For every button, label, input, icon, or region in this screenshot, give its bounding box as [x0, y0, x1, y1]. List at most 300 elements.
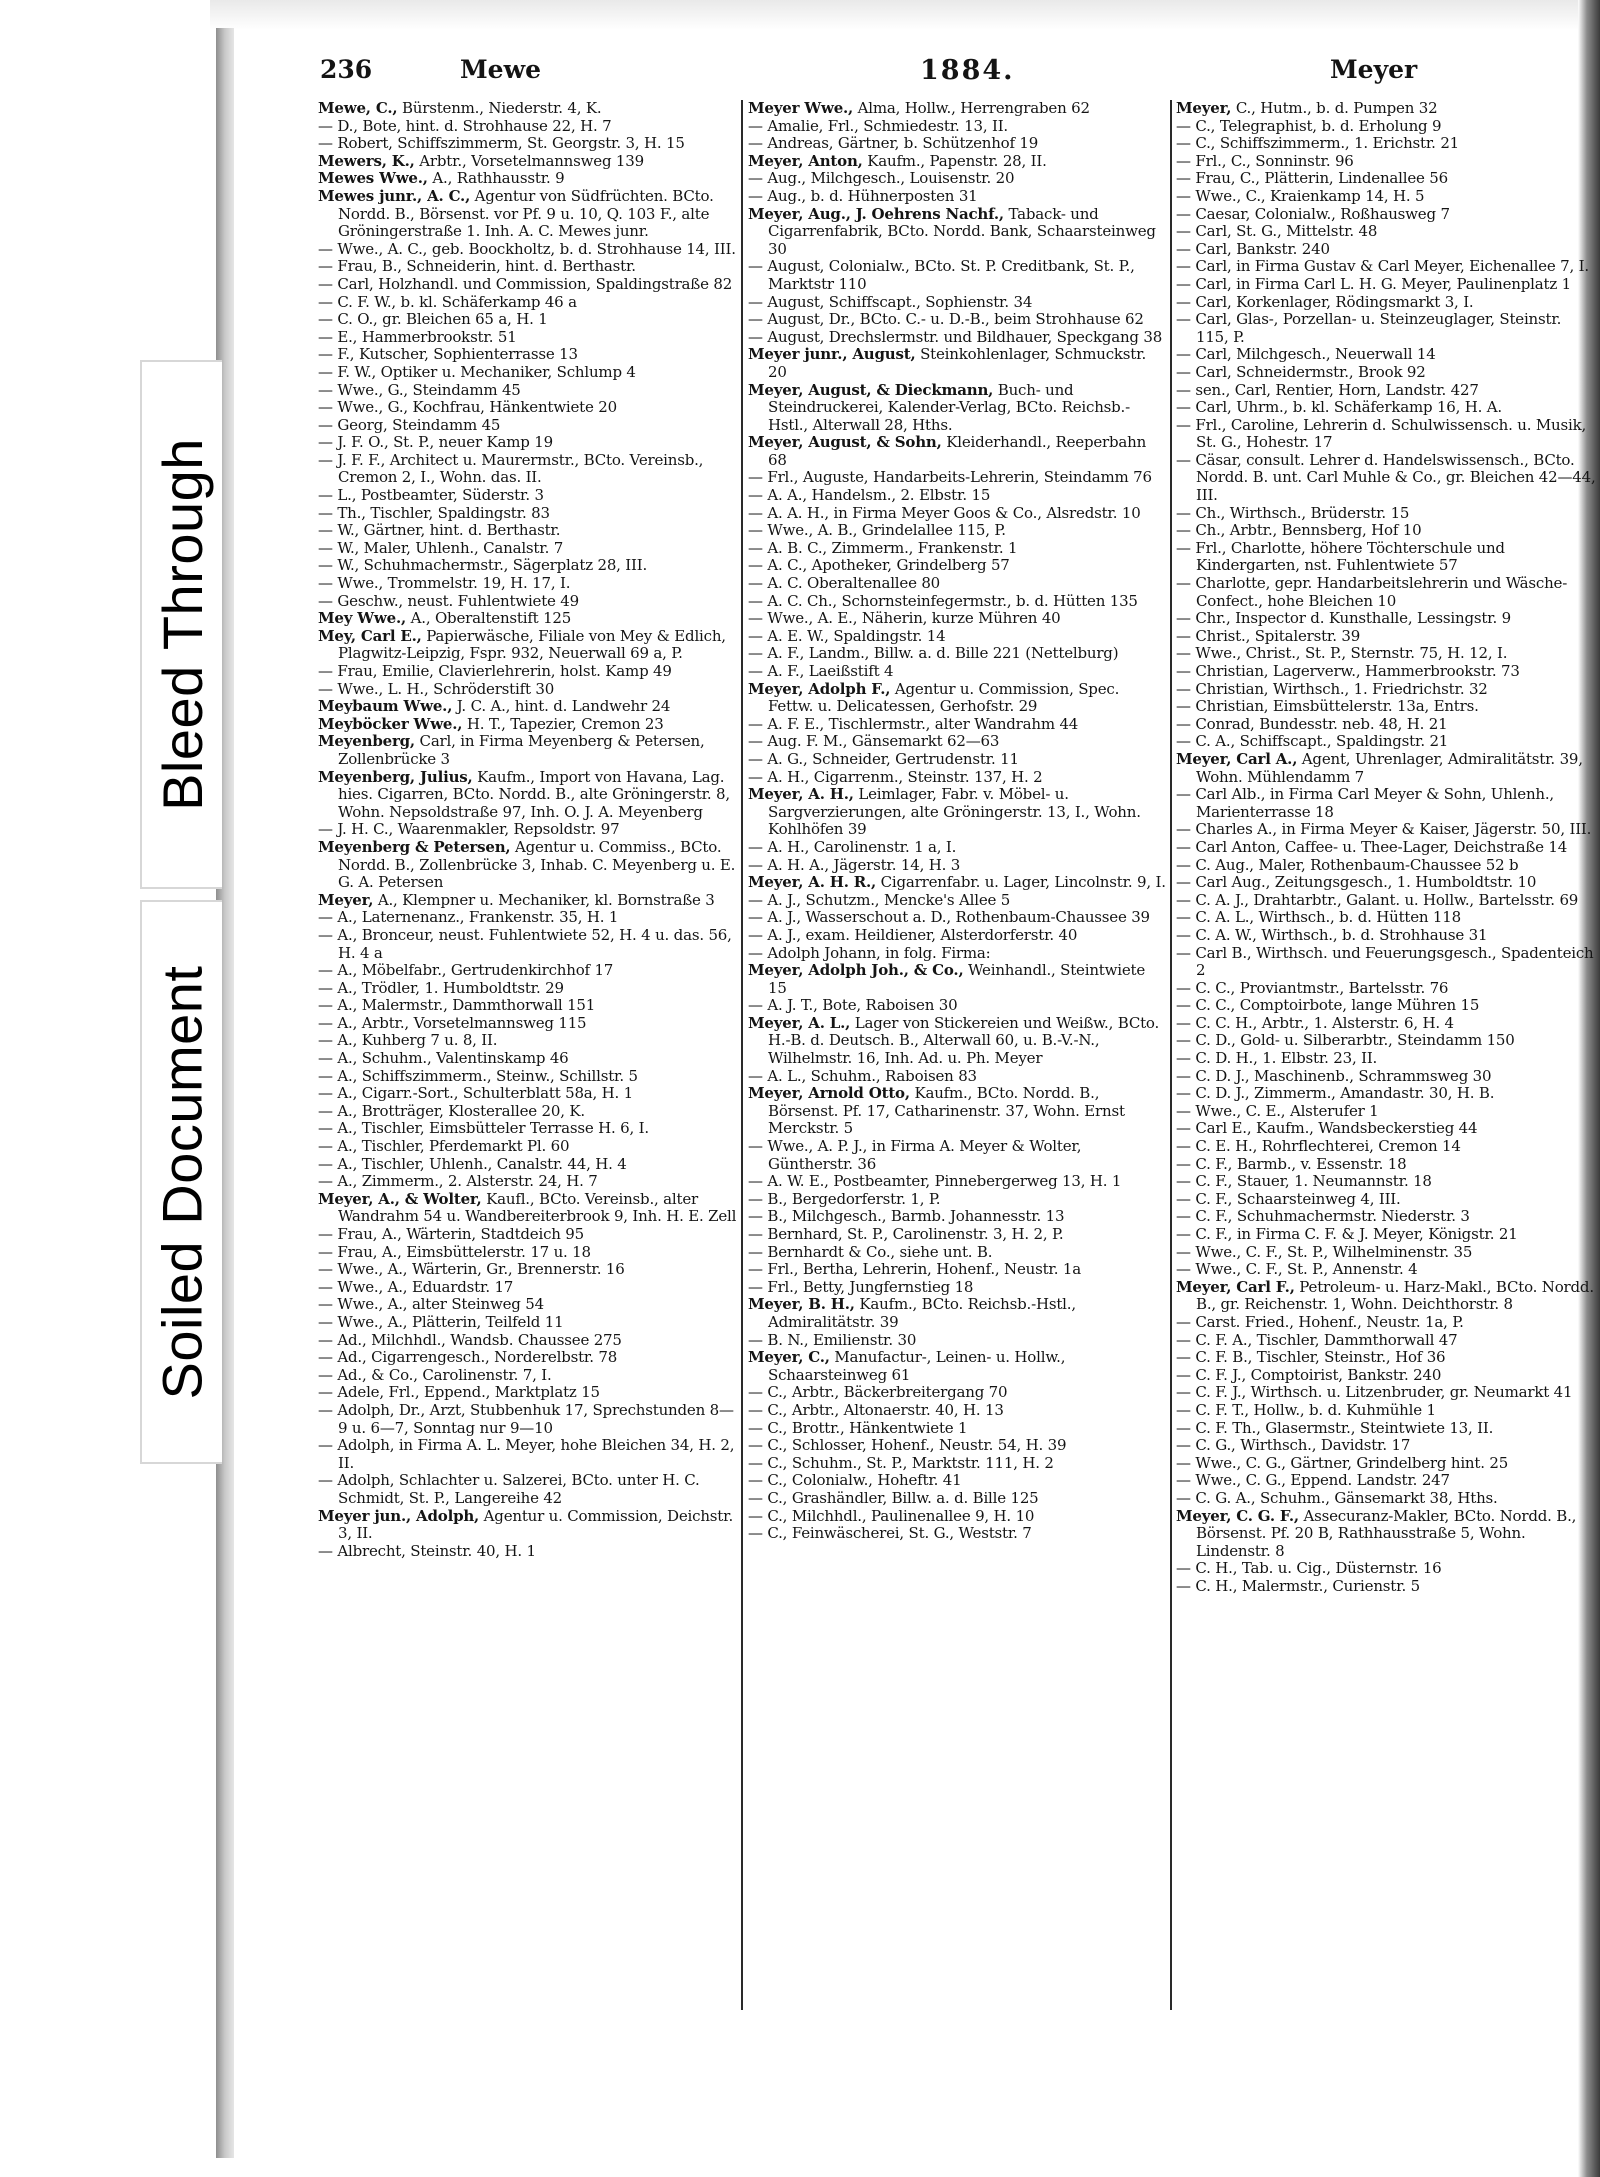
directory-entry	[1176, 223, 1596, 241]
directory-entry	[1176, 927, 1596, 945]
entry-text: Buch- und Steindruckerei, Kalender-Verlag, BCto. Reichsb.-Hstl., Alterwall 28, Hths.	[768, 380, 1130, 434]
entry-text: — F., Kutscher, Sophienterrasse 13	[318, 345, 578, 364]
entry-text: — Wwe., G., Steindamm 45	[318, 380, 521, 399]
entry-text: — A. F., Landm., Billw. a. d. Bille 221 (Nettelburg)	[748, 644, 1119, 663]
directory-entry	[1176, 188, 1596, 206]
directory-entry	[318, 170, 738, 188]
directory-entry	[748, 294, 1168, 312]
entry-text: — A., Malermstr., Dammthorwall 151	[318, 996, 596, 1015]
entry-text: — Carl, Milchgesch., Neuerwall 14	[1176, 345, 1436, 364]
soiled-document-text: Soiled Document	[150, 965, 214, 1399]
entry-text: — C. G., Wirthsch., Davidstr. 17	[1176, 1436, 1411, 1455]
entry-text: — Wwe., Christ., St. P., Sternstr. 75, H. 12, I.	[1176, 644, 1508, 663]
entry-text: — J. F. O., St. P., neuer Kamp 19	[318, 433, 553, 452]
directory-entry	[748, 751, 1168, 769]
soiled-document-label	[140, 900, 222, 1464]
entry-text: — C., Telegraphist, b. d. Erholung 9	[1176, 116, 1442, 135]
directory-entry	[1176, 1120, 1596, 1138]
entry-text: — Wwe., A. P. J., in Firma A. Meyer & Wolter, Güntherstr. 36	[748, 1137, 1082, 1173]
directory-entry	[318, 241, 738, 259]
entry-text: Kaufm., BCto. Reichsb.-Hstl., Admiralitätstr. 39	[768, 1295, 1076, 1331]
entry-text: — C. F. B., Tischler, Steinstr., Hof 36	[1176, 1348, 1446, 1367]
directory-entry	[748, 1015, 1168, 1068]
entry-text: — Wwe., A., Eduardstr. 17	[318, 1277, 514, 1296]
column-rule-1	[741, 100, 743, 2010]
entry-text: — B., Milchgesch., Barmb. Johannesstr. 13	[748, 1207, 1065, 1226]
directory-entry	[318, 821, 738, 839]
entry-text: — Frau, A., Eimsbüttelerstr. 17 u. 18	[318, 1242, 591, 1261]
directory-entry	[318, 188, 738, 241]
entry-text: — Robert, Schiffszimmerm, St. Georgstr. 3, H. 15	[318, 134, 685, 153]
directory-entry	[748, 1138, 1168, 1173]
entry-text: — Albrecht, Steinstr. 40, H. 1	[318, 1541, 536, 1560]
entry-text: — A. W. E., Postbeamter, Pinnebergerweg 13, H. 1	[748, 1172, 1122, 1191]
directory-entry	[318, 100, 738, 118]
directory-entry	[1176, 399, 1596, 417]
directory-entry	[748, 1437, 1168, 1455]
entry-text: — Cäsar, consult. Lehrer d. Handelswissensch., BCto. Nordd. B. unt. Carl Muhle & Co., gr. Bleichen 42—44, III.	[1176, 450, 1596, 505]
directory-entry	[748, 1191, 1168, 1209]
entry-text: — C. F. T., Hollw., b. d. Kuhmühle 1	[1176, 1400, 1436, 1419]
directory-entry	[318, 346, 738, 364]
entry-text: — Ch., Wirthsch., Brüderstr. 15	[1176, 503, 1410, 522]
directory-entry	[748, 206, 1168, 259]
directory-entry	[1176, 1560, 1596, 1578]
directory-entry	[318, 153, 738, 171]
entry-text: — Geschw., neust. Fuhlentwiete 49	[318, 591, 579, 610]
scan-edge-top	[210, 0, 1600, 30]
entry-text: — Carl, Schneidermstr., Brook 92	[1176, 362, 1426, 381]
directory-entry	[1176, 522, 1596, 540]
entry-text: Agentur u. Commission, Spec. Fettw. u. Delicatessen, Gerhofstr. 29	[768, 679, 1120, 716]
directory-entry	[318, 1015, 738, 1033]
entry-text: — August, Drechslermstr. und Bildhauer, Speckgang 38	[748, 327, 1163, 346]
entry-text: Kaufm., BCto. Nordd. B., Börsenst. Pf. 17, Catharinenstr. 37, Wohn. Ernst Merckstr. 5	[768, 1084, 1125, 1138]
running-head-left: Mewe	[460, 55, 542, 84]
directory-entry	[318, 382, 738, 400]
entry-text: Steinkohlenlager, Schmuckstr. 20	[768, 345, 1147, 381]
directory-entry	[748, 1349, 1168, 1384]
directory-entry	[318, 997, 738, 1015]
entry-surname: Mewe, C.,	[318, 100, 398, 117]
directory-entry	[1176, 716, 1596, 734]
directory-entry	[1176, 135, 1596, 153]
directory-entry	[748, 1296, 1168, 1331]
entry-text: — A. A., Handelsm., 2. Elbstr. 15	[748, 486, 991, 505]
entry-text: — Carl Alb., in Firma Carl Meyer & Sohn, Uhlenh., Marienterrasse 18	[1176, 785, 1554, 821]
directory-entry	[1176, 839, 1596, 857]
entry-text: — Carl, in Firma Carl L. H. G. Meyer, Paulinenplatz 1	[1176, 274, 1571, 293]
directory-entry	[748, 997, 1168, 1015]
entry-text: — A., Cigarr.-Sort., Schulterblatt 58a, H. 1	[318, 1084, 634, 1103]
directory-entry	[318, 927, 738, 962]
directory-entry	[318, 1050, 738, 1068]
entry-text: Alma, Hollw., Herrengraben 62	[853, 100, 1090, 117]
directory-entry	[748, 487, 1168, 505]
directory-entry	[1176, 628, 1596, 646]
entry-text: — C. D. J., Maschinenb., Schrammsweg 30	[1176, 1066, 1492, 1085]
directory-entry	[748, 346, 1168, 381]
directory-entry	[748, 663, 1168, 681]
directory-entry	[1176, 505, 1596, 523]
entry-text: — A. H., Cigarrenm., Steinstr. 137, H. 2	[748, 767, 1043, 786]
entry-text: — Aug., Milchgesch., Louisenstr. 20	[748, 169, 1015, 188]
entry-text: — C., Milchhdl., Paulinenallee 9, H. 10	[748, 1506, 1035, 1525]
directory-entry	[748, 469, 1168, 487]
directory-entry	[1176, 1226, 1596, 1244]
directory-entry	[318, 540, 738, 558]
directory-entry	[748, 1490, 1168, 1508]
entry-text: — Carl, in Firma Gustav & Carl Meyer, Eichenallee 7, I.	[1176, 257, 1589, 276]
directory-entry	[318, 733, 738, 768]
entry-surname: Meybaum Wwe.,	[318, 697, 453, 716]
entry-text: — A., Tischler, Eimsbütteler Terrasse H. 6, I.	[318, 1119, 649, 1138]
directory-entry	[748, 1226, 1168, 1244]
entry-text: — Amalie, Frl., Schmiedestr. 13, II.	[748, 116, 1008, 135]
directory-entry	[1176, 681, 1596, 699]
directory-entry	[748, 1261, 1168, 1279]
directory-entry	[318, 698, 738, 716]
entry-surname: Meyer, August, & Dieckmann,	[748, 380, 994, 399]
entry-text: — C. C., Proviantmstr., Bartelsstr. 76	[1176, 978, 1449, 997]
entry-surname: Mewes junr., A. C.,	[318, 186, 471, 205]
directory-entry	[318, 452, 738, 487]
entry-text: — A. L., Schuhm., Raboisen 83	[748, 1066, 977, 1085]
directory-entry	[1176, 1367, 1596, 1385]
directory-entry	[318, 522, 738, 540]
directory-entry	[1176, 1455, 1596, 1473]
entry-text: — A., Brotträger, Klosterallee 20, K.	[318, 1101, 585, 1120]
directory-entry	[1176, 364, 1596, 382]
entry-text: — Adolph, Dr., Arzt, Stubbenhuk 17, Sprechstunden 8—9 u. 6—7, Sonntag nur 9—10	[318, 1400, 734, 1437]
entry-text: — Carl, Glas-, Porzellan- u. Steinzeuglager, Steinstr. 115, P.	[1176, 310, 1562, 346]
entry-text: — A. E. W., Spaldingstr. 14	[748, 626, 946, 645]
directory-entry	[318, 980, 738, 998]
entry-text: — C., Grashändler, Billw. a. d. Bille 125	[748, 1488, 1039, 1507]
directory-entry	[748, 593, 1168, 611]
entry-text: — C. E. H., Rohrflechterei, Cremon 14	[1176, 1137, 1461, 1156]
entry-text: — A., Bronceur, neust. Fuhlentwiete 52, H. 4 u. das. 56, H. 4 a	[318, 925, 732, 962]
directory-column-1	[318, 100, 738, 2110]
entry-text: Lager von Stickereien und Weißw., BCto. H.-B. d. Deutsch. B., Alterwall 60, u. B.-V.-N., Wilhelmstr. 16, Inh. Ad. u. Ph. Meyer	[768, 1013, 1160, 1068]
directory-entry	[1176, 733, 1596, 751]
directory-entry	[748, 874, 1168, 892]
directory-entry	[748, 1472, 1168, 1490]
directory-entry	[748, 1244, 1168, 1262]
directory-entry	[318, 1279, 738, 1297]
entry-text: — Adele, Frl., Eppend., Marktplatz 15	[318, 1383, 600, 1402]
directory-entry	[748, 909, 1168, 927]
directory-entry	[748, 188, 1168, 206]
directory-entry	[1176, 311, 1596, 346]
entry-text: — Wwe., C. G., Eppend. Landstr. 247	[1176, 1471, 1450, 1490]
entry-text: — C. Aug., Maler, Rothenbaum-Chaussee 52 b	[1176, 855, 1519, 874]
directory-entry	[748, 153, 1168, 171]
directory-entry	[748, 1455, 1168, 1473]
entry-text: Agentur von Südfrüchten. BCto. Nordd. B., Börsenst. vor Pf. 9 u. 10, Q. 103 F., alte Gröningerstraße 1. Inh. A. C. Mewes junr.	[338, 186, 714, 241]
entry-surname: Meyenberg, Julius,	[318, 767, 473, 786]
entry-text: — Frau, Emilie, Clavierlehrerin, holst. Kamp 49	[318, 662, 672, 680]
directory-entry	[748, 258, 1168, 293]
entry-text: — C. C., Comptoirbote, lange Mühren 15	[1176, 996, 1480, 1015]
entry-text: — Frl., Betty, Jungfernstieg 18	[748, 1277, 974, 1296]
directory-entry	[318, 276, 738, 294]
directory-entry	[1176, 1173, 1596, 1191]
entry-text: — C. F., Barmb., v. Essenstr. 18	[1176, 1154, 1407, 1173]
directory-entry	[1176, 909, 1596, 927]
running-head-right: Meyer	[1330, 55, 1418, 84]
directory-entry	[318, 610, 738, 628]
directory-entry	[1176, 1191, 1596, 1209]
entry-text: — Christian, Eimsbüttelerstr. 13a, Entrs.	[1176, 697, 1479, 716]
entry-text: — C. F. W., b. kl. Schäferkamp 46 a	[318, 292, 577, 311]
directory-entry	[318, 118, 738, 136]
entry-text: — J. H. C., Waarenmakler, Repsoldstr. 97	[318, 820, 620, 839]
entry-text: — Frau, A., Wärterin, Stadtdeich 95	[318, 1225, 584, 1243]
entry-text: — A., Schuhm., Valentinskamp 46	[318, 1049, 569, 1068]
page-header	[320, 55, 1418, 95]
entry-text: — Adolph, in Firma A. L. Meyer, hohe Bleichen 34, H. 2, II.	[318, 1436, 735, 1472]
entry-text: — Carl Aug., Zeitungsgesch., 1. Humboldtstr. 10	[1176, 873, 1537, 892]
directory-entry	[748, 892, 1168, 910]
directory-entry	[1176, 540, 1596, 575]
entry-text: — W., Schuhmachermstr., Sägerplatz 28, III.	[318, 556, 648, 575]
entry-text: — Ad., Milchhdl., Wandsb. Chaussee 275	[318, 1330, 622, 1349]
entry-text: — Ch., Arbtr., Bennsberg, Hof 10	[1176, 521, 1422, 540]
entry-text: — Bernhardt & Co., siehe unt. B.	[748, 1242, 993, 1261]
directory-entry	[1176, 1015, 1596, 1033]
entry-text: A., Oberaltenstift 125	[406, 609, 572, 628]
directory-entry	[318, 505, 738, 523]
directory-entry	[1176, 170, 1596, 188]
entry-text: — A. J. T., Bote, Raboisen 30	[748, 996, 958, 1015]
directory-entry	[748, 1279, 1168, 1297]
entry-text: — C. F., Schaarsteinweg 4, III.	[1176, 1189, 1401, 1208]
entry-text: — A., Schiffszimmerm., Steinw., Schillstr. 5	[318, 1066, 638, 1085]
directory-entry	[318, 1191, 738, 1226]
directory-entry	[748, 1208, 1168, 1226]
entry-text: — C. F., Stauer, 1. Neumannstr. 18	[1176, 1172, 1432, 1191]
entry-text: — Andreas, Gärtner, b. Schützenhof 19	[748, 134, 1039, 153]
entry-text: — W., Maler, Uhlenh., Canalstr. 7	[318, 538, 564, 557]
entry-text: Agentur u. Commiss., BCto. Nordd. B., Zollenbrücke 3, Inhab. C. Meyenberg u. E. G. A. Petersen	[338, 837, 736, 892]
entry-text: Arbtr., Vorsetelmannsweg 139	[414, 151, 644, 170]
directory-entry	[318, 1314, 738, 1332]
entry-text: — C. F., Schuhmachermstr. Niederstr. 3	[1176, 1207, 1470, 1226]
entry-text: — Georg, Steindamm 45	[318, 415, 501, 434]
entry-text: — E., Hammerbrookstr. 51	[318, 327, 517, 346]
directory-column-2	[748, 100, 1168, 2110]
directory-entry	[1176, 100, 1596, 118]
entry-surname: Meyer, A. H.,	[748, 785, 854, 804]
directory-entry	[1176, 1085, 1596, 1103]
directory-entry	[318, 681, 738, 699]
directory-entry	[318, 1138, 738, 1156]
directory-entry	[1176, 575, 1596, 610]
entry-text: — A., Laternenanz., Frankenstr. 35, H. 1	[318, 908, 619, 927]
directory-entry	[748, 118, 1168, 136]
directory-entry	[1176, 206, 1596, 224]
entry-text: — A. J., Schutzm., Mencke's Allee 5	[748, 890, 1011, 909]
entry-text: — Wwe., A. B., Grindelallee 115, P.	[748, 521, 1006, 540]
entry-text: — C. O., gr. Bleichen 65 a, H. 1	[318, 310, 548, 329]
entry-text: Kaufm., Import von Havana, Lag. hies. Cigarren, BCto. Nordd. B., alte Gröningerstr. 8, Wohn. Nepsoldstraße 97, Inh. O. J. A. Meyenberg	[338, 767, 730, 821]
directory-entry	[1176, 1349, 1596, 1367]
directory-entry	[1176, 294, 1596, 312]
directory-entry	[748, 839, 1168, 857]
entry-text: — Christian, Wirthsch., 1. Friedrichstr. 32	[1176, 679, 1488, 698]
directory-entry	[318, 1068, 738, 1086]
entry-surname: Meyer, August, & Sohn,	[748, 433, 942, 452]
directory-entry	[318, 716, 738, 734]
directory-entry	[318, 962, 738, 980]
page-number: 236	[320, 55, 373, 84]
entry-surname: Meyenberg,	[318, 732, 415, 751]
directory-entry	[1176, 1332, 1596, 1350]
directory-entry	[318, 575, 738, 593]
entry-surname: Meyer, Adolph F.,	[748, 679, 891, 698]
entry-text: — Adolph Johann, in folg. Firma:	[748, 943, 991, 962]
directory-entry	[318, 1085, 738, 1103]
entry-text: — Charlotte, gepr. Handarbeitslehrerin und Wäsche-Confect., hohe Bleichen 10	[1176, 574, 1568, 610]
entry-text: — C., Schiffszimmerm., 1. Erichstr. 21	[1176, 134, 1460, 153]
entry-text: — Wwe., L. H., Schröderstift 30	[318, 679, 555, 698]
entry-text: — Caesar, Colonialw., Roßhausweg 7	[1176, 204, 1450, 223]
directory-entry	[318, 364, 738, 382]
directory-entry	[318, 1120, 738, 1138]
entry-surname: Meyer, Arnold Otto,	[748, 1084, 910, 1103]
directory-entry	[1176, 786, 1596, 821]
entry-text: — A. H., Carolinenstr. 1 a, I.	[748, 837, 957, 856]
entry-text: — C. G. A., Schuhm., Gänsemarkt 38, Hths.	[1176, 1488, 1498, 1507]
directory-entry	[1176, 1261, 1596, 1279]
entry-text: — C. A., Schiffscapt., Spaldingstr. 21	[1176, 732, 1449, 751]
entry-text: — Bernhard, St. P., Carolinenstr. 3, H. 2, P.	[748, 1225, 1064, 1243]
directory-entry	[748, 505, 1168, 523]
entry-text: — C. F. J., Wirthsch. u. Litzenbruder, gr. Neumarkt 41	[1176, 1383, 1573, 1402]
entry-text: — W., Gärtner, hint. d. Berthastr.	[318, 521, 561, 540]
directory-entry	[748, 1384, 1168, 1402]
entry-text: — Wwe., C. G., Gärtner, Grindelberg hint. 25	[1176, 1453, 1509, 1472]
directory-entry	[748, 1173, 1168, 1191]
entry-text: — C. D. H., 1. Elbstr. 23, II.	[1176, 1049, 1378, 1068]
directory-entry	[318, 258, 738, 276]
directory-entry	[748, 769, 1168, 787]
directory-entry	[748, 382, 1168, 435]
entry-text: — A., Trödler, 1. Humboldtstr. 29	[318, 978, 564, 997]
directory-column-3	[1176, 100, 1596, 2110]
entry-text: — August, Schiffscapt., Sophienstr. 34	[748, 292, 1033, 311]
entry-text: — Carl, Holzhandl. und Commission, Spaldingstraße 82	[318, 274, 733, 293]
directory-entry	[748, 610, 1168, 628]
directory-entry	[748, 434, 1168, 469]
entry-text: H. T., Tapezier, Cremon 23	[462, 714, 664, 733]
directory-entry	[1176, 1208, 1596, 1226]
entry-surname: Meyböcker Wwe.,	[318, 714, 463, 733]
entry-surname: Meyer, C. G. F.,	[1176, 1506, 1299, 1525]
directory-entry	[1176, 997, 1596, 1015]
entry-text: — Wwe., C., Kraienkamp 14, H. 5	[1176, 186, 1425, 205]
entry-text: — A., Kuhberg 7 u. 8, II.	[318, 1031, 498, 1050]
directory-entry	[318, 1103, 738, 1121]
entry-text: — Frl., Caroline, Lehrerin d. Schulwissensch. u. Musik, St. G., Hohestr. 17	[1176, 415, 1587, 452]
entry-text: — Wwe., Trommelstr. 19, H. 17, I.	[318, 574, 571, 593]
directory-entry	[318, 1156, 738, 1174]
entry-surname: Meyenberg & Petersen,	[318, 837, 511, 856]
directory-entry	[318, 663, 738, 681]
entry-text: — C. D., Gold- u. Silberarbtr., Steindamm 150	[1176, 1031, 1515, 1050]
directory-entry	[318, 1472, 738, 1507]
entry-text: — Christian, Lagerverw., Hammerbrookstr. 73	[1176, 662, 1520, 680]
entry-surname: Meyer, Adolph Joh., & Co.,	[748, 961, 964, 980]
directory-entry	[318, 294, 738, 312]
directory-entry	[1176, 241, 1596, 259]
entry-text: — B. N., Emilienstr. 30	[748, 1330, 917, 1349]
directory-entry	[1176, 1032, 1596, 1050]
entry-text: — Adolph, Schlachter u. Salzerei, BCto. unter H. C. Schmidt, St. P., Langereihe 42	[318, 1471, 700, 1507]
directory-entry	[748, 681, 1168, 716]
entry-text: — Wwe., C. E., Alsterufer 1	[1176, 1101, 1379, 1120]
entry-surname: Mey, Carl E.,	[318, 626, 422, 645]
entry-surname: Meyer Wwe.,	[748, 100, 854, 117]
entry-text: Bürstenm., Niederstr. 4, K.	[397, 100, 602, 117]
entry-text: — A., Tischler, Pferdemarkt Pl. 60	[318, 1137, 570, 1156]
entry-surname: Meyer, B. H.,	[748, 1295, 855, 1314]
directory-entry	[1176, 857, 1596, 875]
entry-text: — Frau, C., Plätterin, Lindenallee 56	[1176, 169, 1448, 188]
entry-text: Leimlager, Fabr. v. Möbel- u. Sargverzierungen, alte Gröningerstr. 13, I., Wohn. Kohlhöfen 39	[768, 785, 1141, 839]
entry-text: — C., Brottr., Hänkentwiete 1	[748, 1418, 968, 1437]
directory-entry	[748, 540, 1168, 558]
directory-entry	[748, 557, 1168, 575]
directory-entry	[1176, 610, 1596, 628]
entry-text: — A., Arbtr., Vorsetelmannsweg 115	[318, 1013, 587, 1032]
entry-surname: Mey Wwe.,	[318, 609, 407, 628]
directory-entry	[1176, 258, 1596, 276]
entry-text: — Carl E., Kaufm., Wandsbeckerstieg 44	[1176, 1119, 1478, 1138]
entry-text: — C. A. W., Wirthsch., b. d. Strohhause 31	[1176, 925, 1488, 944]
entry-text: — A. A. H., in Firma Meyer Goos & Co., Alsredstr. 10	[748, 503, 1141, 522]
entry-text: Papierwäsche, Filiale von Mey & Edlich, Plagwitz-Leipzig, Fspr. 932, Neuerwall 69 a, P.	[338, 626, 726, 663]
entry-text: Agent, Uhrenlager, Admiralitätstr. 39, Wohn. Mühlendamm 7	[1196, 749, 1583, 786]
entry-text: Weinhandl., Steintwiete 15	[768, 961, 1146, 997]
entry-text: — C., Arbtr., Altonaerstr. 40, H. 13	[748, 1400, 1004, 1419]
entry-text: — Wwe., C. F., St. P., Wilhelminenstr. 35	[1176, 1242, 1473, 1261]
directory-entry	[318, 769, 738, 822]
entry-text: — C. A. J., Drahtarbtr., Galant. u. Hollw., Bartelsstr. 69	[1176, 890, 1579, 909]
entry-text: — A. F., Laeißstift 4	[748, 662, 894, 680]
directory-entry	[1176, 417, 1596, 452]
entry-text: — C., Colonialw., Hoheftr. 41	[748, 1471, 962, 1490]
directory-entry	[1176, 645, 1596, 663]
entry-text: — A. G., Schneider, Gertrudenstr. 11	[748, 749, 1019, 768]
entry-text: — Carl, Korkenlager, Rödingsmarkt 3, I.	[1176, 292, 1474, 311]
directory-entry	[1176, 346, 1596, 364]
entry-text: — A. J., exam. Heildiener, Alsterdorferstr. 40	[748, 925, 1078, 944]
entry-text: — A., Zimmerm., 2. Alsterstr. 24, H. 7	[318, 1172, 598, 1191]
directory-entry	[1176, 1279, 1596, 1314]
entry-surname: Meyer, Aug., J. Oehrens Nachf.,	[748, 204, 1004, 223]
entry-text: — Wwe., A. E., Näherin, kurze Mühren 40	[748, 609, 1061, 628]
entry-text: — Wwe., A. C., geb. Boockholtz, b. d. Strohhause 14, III.	[318, 239, 736, 258]
directory-entry	[748, 962, 1168, 997]
entry-text: — C. H., Tab. u. Cig., Düsternstr. 16	[1176, 1559, 1442, 1578]
directory-entry	[1176, 276, 1596, 294]
entry-text: C., Hutm., b. d. Pumpen 32	[1231, 100, 1438, 117]
entry-text: — Aug., b. d. Hühnerposten 31	[748, 186, 978, 205]
entry-text: — Frau, B., Schneiderin, hint. d. Berthastr.	[318, 257, 636, 276]
entry-text: Agentur u. Commission, Deichstr. 3, II.	[338, 1506, 734, 1543]
